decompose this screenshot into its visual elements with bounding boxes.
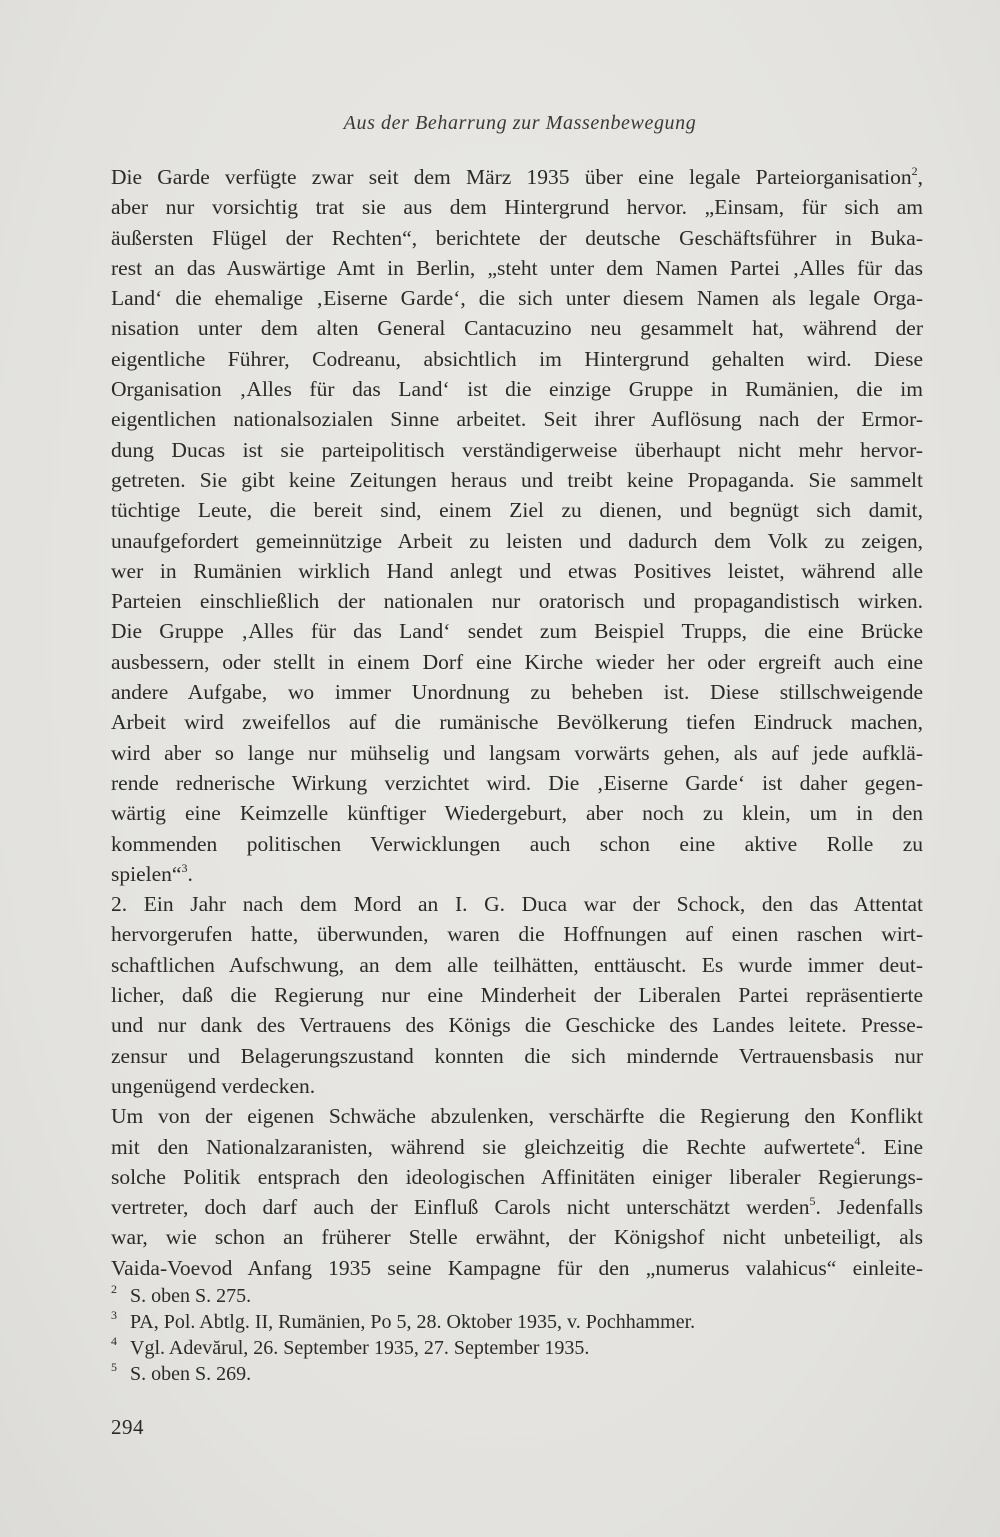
text-line [111,798,923,828]
line-text: äußersten Flügel der Rechten“, berichtete der deutsche Geschäftsführer in Buka- [111,225,923,250]
text-line [111,980,923,1010]
line-text: Organisation ‚Alles für das Land‘ ist die einzige Gruppe in Rumänien, die im [111,377,923,402]
line-text: Um von der eigenen Schwäche abzulenken, verschärfte die Regierung den Konflikt [111,1104,923,1129]
text-line [111,859,923,889]
text-line [111,223,923,253]
line-text: ausbessern, oder stellt in einem Dorf eine Kirche wieder her oder ergreift auch eine [111,649,923,674]
line-text: eigentliche Führer, Codreanu, absichtlich im Hintergrund gehalten wird. Diese [111,346,923,371]
footnote [111,1309,923,1335]
text-line [111,616,923,646]
line-text: Die Gruppe ‚Alles für das Land‘ sendet zum Beispiel Trupps, die eine Brücke [111,619,923,644]
text-line [111,1101,923,1131]
line-text-continuation: . Jedenfalls [815,1195,924,1220]
text-line [111,435,923,465]
text-line [111,1222,923,1252]
line-text: vertreter, doch darf auch der Einfluß Carols nicht unterschätzt werden [111,1195,810,1220]
footnote [111,1361,923,1387]
text-line [111,889,923,919]
line-text: Arbeit wird zweifellos auf die rumänische Bevölkerung tiefen Eindruck machen, [111,710,923,735]
line-text: Parteien einschließlich der nationalen nur oratorisch und propagandistisch wirken. [111,589,923,614]
footnote-number: 5 [111,1360,117,1374]
text-line [111,647,923,677]
text-line [111,162,923,192]
text-line [111,1162,923,1192]
footnote-text: PA, Pol. Abtlg. II, Rumänien, Po 5, 28. Oktober 1935, v. Pochhammer. [130,1311,696,1333]
line-text: mit den Nationalzaranisten, während sie gleichzeitig die Rechte aufwertete [111,1134,855,1159]
line-text: Vaida-Voevod Anfang 1935 seine Kampagne für den „numerus valahicus“ einleite- [111,1255,923,1280]
line-text: dung Ducas ist sie parteipolitisch verständigerweise überhaupt nicht mehr hervor- [111,437,923,462]
text-line [111,313,923,343]
footnote-number: 4 [111,1334,117,1348]
text-line [111,192,923,222]
footnote [111,1283,923,1309]
text-line [111,374,923,404]
line-text: hervorgerufen hatte, überwunden, waren die Hoffnungen auf einen raschen wirt- [111,922,923,947]
text-line [111,556,923,586]
line-text: tüchtige Leute, die bereit sind, einem Ziel zu dienen, und begnügt sich damit, [111,498,923,523]
text-line [111,677,923,707]
text-line [111,1192,923,1222]
line-text: solche Politik entsprach den ideologischen Affinitäten einiger liberaler Regierungs- [111,1164,923,1189]
text-line [111,829,923,859]
line-text: getreten. Sie gibt keine Zeitungen heraus und treibt keine Propaganda. Sie sammelt [111,467,923,492]
line-text-continuation: . [187,861,193,886]
page-number: 294 [111,1415,144,1439]
footnote-text: S. oben S. 269. [130,1363,252,1385]
text-line [111,738,923,768]
text-line [111,919,923,949]
text-line [111,586,923,616]
footnote-reference: 3 [181,860,188,875]
line-text: 2. Ein Jahr nach dem Mord an I. G. Duca war der Schock, den das Attentat [111,892,923,917]
text-line [111,1132,923,1162]
line-text-continuation: , [917,165,923,189]
line-text: wer in Rumänien wirklich Hand anlegt und etwas Positives leistet, während alle [111,558,923,583]
text-line [111,1071,923,1101]
text-line [111,283,923,313]
running-head: Aus der Beharrung zur Massenbewegung [343,112,697,134]
line-text: eigentlichen nationalsozialen Sinne arbeitet. Seit ihrer Auflösung nach der Ermor- [111,407,923,432]
line-text: Die Garde verfügte zwar seit dem März 1935 über eine legale Parteiorganisation [111,165,912,189]
line-text: und nur dank des Vertrauens des Königs die Geschicke des Landes leitete. Presse- [111,1013,923,1038]
line-text: wird aber so lange nur mühselig und langsam vorwärts gehen, als auf jede aufklä- [111,740,923,765]
footnotes [111,1283,923,1387]
text-line [111,1253,923,1283]
footnote-reference: 5 [809,1194,816,1209]
line-text: nisation unter dem alten General Cantacuzino neu gesammelt hat, während der [111,316,923,341]
text-line [111,404,923,434]
footnote-text: S. oben S. 275. [130,1285,252,1307]
line-text: zensur und Belagerungszustand konnten die sich mindernde Vertrauensbasis nur [111,1043,923,1068]
text-line [111,707,923,737]
text-line [111,465,923,495]
footnote-reference: 4 [854,1133,861,1148]
footnote-number: 2 [111,1282,117,1296]
footnote-reference: 2 [911,164,918,178]
line-text: wärtig eine Keimzelle künftiger Wiedergeburt, aber noch zu klein, um in den [111,801,923,826]
line-text: rende rednerische Wirkung verzichtet wird. Die ‚Eiserne Garde‘ ist daher gegen- [111,770,923,795]
line-text: schaftlichen Aufschwung, an dem alle teilhätten, enttäuscht. Es wurde immer deut- [111,952,923,977]
line-text: Land‘ die ehemalige ‚Eiserne Garde‘, die sich unter diesem Namen als legale Orga- [111,286,923,311]
text-line [111,1010,923,1040]
line-text: war, wie schon an früherer Stelle erwähnt, der Königshof nicht unbeteiligt, als [111,1225,923,1250]
line-text: rest an das Auswärtige Amt in Berlin, „steht unter dem Namen Partei ‚Alles für das [111,255,923,280]
line-text: unaufgefordert gemeinnützige Arbeit zu leisten und dadurch dem Volk zu zeigen, [111,528,923,553]
text-line [111,768,923,798]
line-text: licher, daß die Regierung nur eine Minderheit der Liberalen Partei repräsentierte [111,983,923,1008]
text-line [111,526,923,556]
text-line [111,344,923,374]
footnote-text: Vgl. Adevărul, 26. September 1935, 27. September 1935. [130,1337,590,1359]
text-line [111,950,923,980]
line-text: ungenügend verdecken. [111,1073,316,1098]
line-text: kommenden politischen Verwicklungen auch schon eine aktive Rolle zu [111,831,923,856]
text-line [111,253,923,283]
body-text [111,162,923,1283]
line-text: aber nur vorsichtig trat sie aus dem Hintergrund hervor. „Einsam, für sich am [111,195,923,220]
line-text-continuation: . Eine [860,1134,923,1159]
line-text: andere Aufgabe, wo immer Unordnung zu beheben ist. Diese stillschweigende [111,680,923,705]
footnote [111,1335,923,1361]
text-line [111,495,923,525]
text-line [111,1041,923,1071]
line-text: spielen“ [111,861,182,886]
footnote-number: 3 [111,1308,117,1322]
